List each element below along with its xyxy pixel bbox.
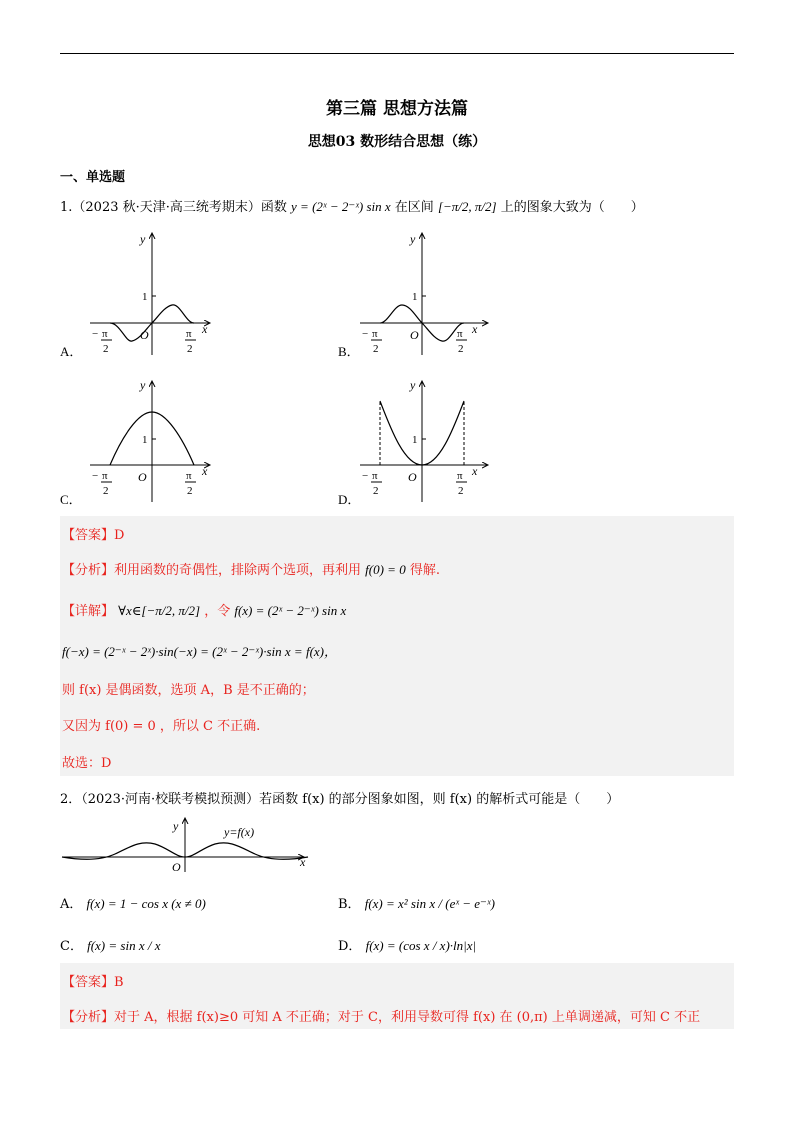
svg-text:π: π — [372, 470, 378, 482]
svg-text:π: π — [186, 328, 192, 340]
svg-text:π: π — [102, 470, 108, 482]
axis-y-label: y — [140, 232, 146, 246]
q1-graphs — [60, 225, 680, 510]
origin-label: O — [140, 328, 149, 342]
svg-text:−: − — [362, 328, 369, 340]
q1-also-line: 又因为 f(0) = 0 ，所以 C 不正确. — [62, 719, 261, 734]
svg-text:1: 1 — [412, 291, 418, 303]
graph-d — [360, 378, 488, 502]
svg-text:x: x — [472, 322, 478, 336]
page-title: 第三篇 思想方法篇 — [326, 99, 468, 119]
tick-one-label: 1 — [142, 291, 148, 303]
svg-text:x: x — [472, 464, 478, 478]
svg-text:y: y — [140, 378, 146, 392]
q2-option-b[interactable]: B． f(x) = x² sin x / (eˣ − e⁻ˣ) — [338, 896, 495, 912]
svg-text:π: π — [457, 470, 463, 482]
svg-text:π: π — [186, 470, 192, 482]
q1-even-line: f(−x) = (2⁻ˣ − 2ˣ)·sin(−x) = (2ˣ − 2⁻ˣ)·sin x = f(x)， — [62, 644, 337, 659]
svg-text:O: O — [408, 470, 417, 484]
q1-interval: [−π/2, π/2] — [437, 199, 497, 214]
q2-option-c[interactable]: C． f(x) = sin x / x — [60, 938, 161, 954]
option-c-label[interactable]: C． — [60, 492, 82, 507]
section-heading: 一、单选题 — [60, 170, 126, 185]
svg-text:1: 1 — [412, 434, 418, 446]
q2-axis-x: x — [300, 855, 306, 869]
svg-text:π: π — [372, 328, 378, 340]
q2-axis-y: y — [173, 819, 179, 833]
svg-text:2: 2 — [187, 343, 193, 355]
svg-text:y: y — [410, 232, 416, 246]
q1-answer: 【答案】D — [62, 528, 125, 543]
q2-curve-label: y=f(x) — [224, 825, 255, 839]
q2-graph — [60, 814, 320, 874]
option-d-label[interactable]: D． — [338, 492, 361, 507]
tick-half-pi — [185, 328, 196, 355]
svg-text:O: O — [410, 328, 419, 342]
axis-x-label: x — [202, 322, 208, 336]
option-a-label[interactable]: A． — [60, 344, 83, 359]
q2-answer-box — [60, 963, 734, 1029]
svg-text:2: 2 — [103, 485, 109, 497]
svg-text:−: − — [362, 470, 369, 482]
svg-text:−: − — [92, 470, 99, 482]
svg-text:O: O — [138, 470, 147, 484]
tick-neg-half-pi — [92, 328, 112, 355]
q2-option-a[interactable]: A． f(x) = 1 − cos x (x ≠ 0) — [60, 896, 206, 912]
graph-b — [360, 232, 488, 355]
graph-a — [90, 232, 210, 355]
q2-analysis: 【分析】对于 A，根据 f(x)≥0 可知 A 不正确；对于 C，利用导数可得 f(x) 在 (0,π) 上单调递减，可知 C 不正 — [62, 1010, 701, 1025]
q1-choose-line: 故选：D — [62, 756, 112, 771]
q1-stem: 1.（2023 秋·天津·高三统考期末）函数 y = (2ˣ − 2⁻ˣ) sin x 在区间 [−π/2, π/2] 上的图象大致为（ ） — [60, 199, 644, 215]
q1-detail: 【详解】 ∀x∈[−π/2, π/2] ，令 f(x) = (2ˣ − 2⁻ˣ) sin x — [62, 603, 347, 619]
q2-origin: O — [172, 860, 181, 874]
page-subtitle: 思想03 数形结合思想（练） — [307, 134, 487, 150]
q1-formula: y = (2ˣ − 2⁻ˣ) sin x — [291, 199, 391, 214]
q2-answer: 【答案】B — [62, 975, 124, 990]
svg-text:1: 1 — [142, 434, 148, 446]
q1-then-line: 则 f(x) 是偶函数，选项 A，B 是不正确的； — [62, 683, 315, 698]
q2-stem: 2．（2023·河南·校联考模拟预测）若函数 f(x) 的部分图象如图，则 f(x) 的解析式可能是（ ） — [60, 792, 620, 807]
svg-text:π: π — [457, 328, 463, 340]
svg-text:2: 2 — [103, 343, 109, 355]
q2-option-d[interactable]: D． f(x) = (cos x / x)·ln|x| — [338, 938, 477, 954]
svg-text:2: 2 — [187, 485, 193, 497]
q1-analysis: 【分析】利用函数的奇偶性，排除两个选项，再利用 f(0) = 0 得解. — [62, 562, 440, 578]
svg-text:−: − — [92, 328, 99, 340]
svg-text:2: 2 — [458, 343, 464, 355]
graph-c — [90, 378, 210, 502]
header-rule — [60, 53, 734, 54]
svg-text:2: 2 — [458, 485, 464, 497]
svg-text:2: 2 — [373, 343, 379, 355]
svg-text:π: π — [102, 328, 108, 340]
q1-answer-box — [60, 516, 734, 776]
option-b-label[interactable]: B． — [338, 344, 360, 359]
svg-text:y: y — [410, 378, 416, 392]
svg-text:x: x — [202, 464, 208, 478]
svg-text:2: 2 — [373, 485, 379, 497]
